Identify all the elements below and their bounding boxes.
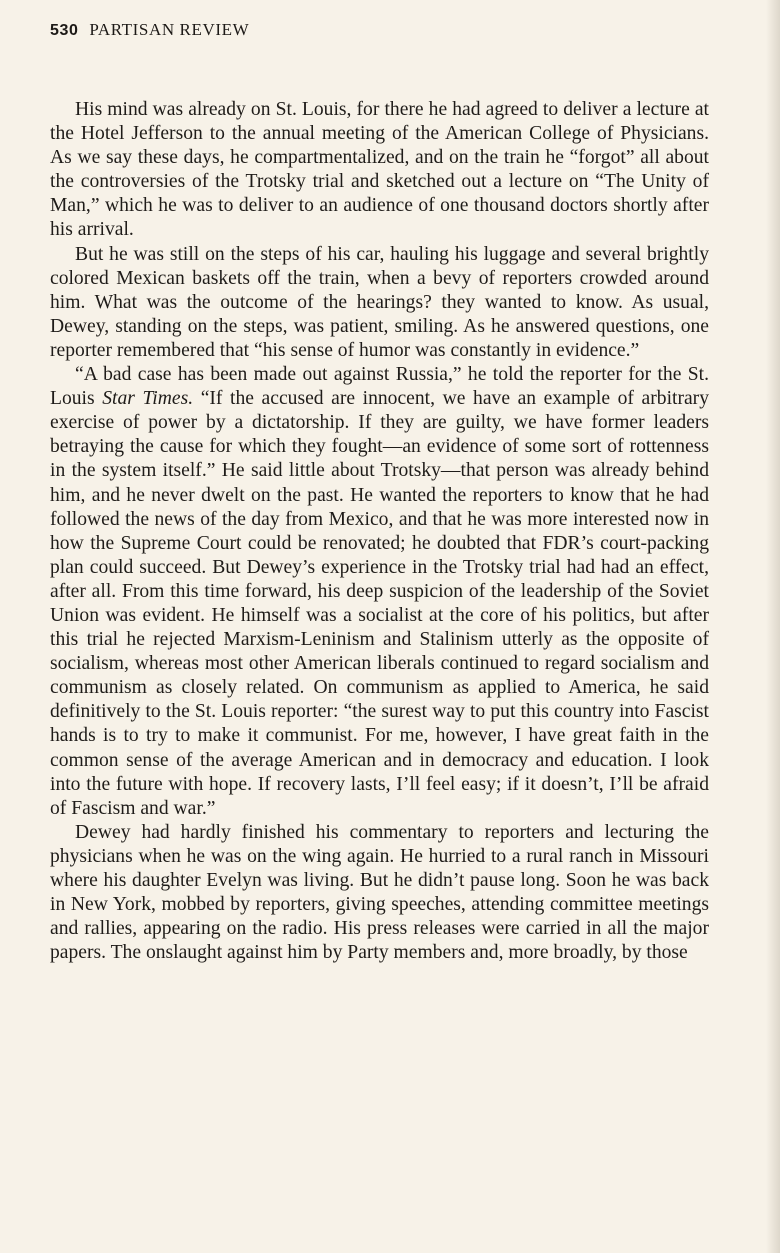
paragraph-text: “A bad case has been made out against Russia,” he told the reporter for the St. Louis [50,364,709,410]
paragraph-text: His mind was already on St. Louis, for there he had agreed to deliver a lecture at the Hotel Jefferson to the annual meeting of the American College of Physicians. As we say these days, he compartmentalized, and on the train he “forgot” all about the controversies of the Trotsky trial and sketched out a lecture on “The Unity of Man,” which he was to deliver to an audience of one thousand doctors shortly after his arrival. [50,99,709,241]
journal-title: PARTISAN REVIEW [89,20,250,39]
body-paragraph [50,243,709,363]
article-body [50,98,709,965]
body-paragraph [50,821,709,966]
running-head [50,20,249,40]
paragraph-text: But he was still on the steps of his car, hauling his luggage and several brightly colored Mexican baskets off the train, when a bevy of reporters crowded around him. What was the outcome of the hearings? they wanted to know. As usual, Dewey, standing on the steps, was patient, smiling. As he answered questions, one reporter remembered that “his sense of humor was constantly in evidence.” [50,243,709,361]
paragraph-text: “If the accused are innocent, we have an example of arbitrary exercise of power by a dictatorship. If they are guilty, we have former leaders betraying the cause for which they fought—an evidence of some sort of rottenness in the system itself.” He said little about Trotsky—that person was already behind him, and he never dwelt on the past. He wanted the reporters to know that he had followed the news of the day from Mexico, and that he was more interested now in how the Supreme Court could be renovated; he doubted that FDR’s court-packing plan could succeed. But Dewey’s experience in the Trotsky trial had had an effect, after all. From this time forward, his deep suspicion of the leadership of the Soviet Union was evident. He himself was a socialist at the core of his politics, but after this trial he rejected Marxism-Leninism and Stalinism utterly as the opposite of socialism, whereas most other American liberals continued to regard socialism and communism as closely related. On communism as applied to America, he said definitively to the St. Louis reporter: “the surest way to put this country into Fascist hands is to try to make it communist. For me, however, I have great faith in the common sense of the average American and in democracy and education. I look into the future with hope. If recovery lasts, I’ll feel easy; if it doesn’t, I’ll be afraid of Fascism and war.” [50,388,709,819]
paragraph-text: Dewey had hardly finished his commentary to reporters and lecturing the physicians when he was on the wing again. He hurried to a rural ranch in Missouri where his daughter Evelyn was living. But he didn’t pause long. Soon he was back in New York, mobbed by reporters, giving speeches, attending committee meetings and rallies, appearing on the radio. His press releases were carried in all the major papers. The onslaught against him by Party members and, more broadly, by those [50,821,709,964]
page-gutter-shadow [766,0,780,1253]
italic-title: Star Times. [102,388,194,410]
body-paragraph [50,363,709,821]
body-paragraph [50,98,709,243]
page-number: 530 [50,22,79,39]
